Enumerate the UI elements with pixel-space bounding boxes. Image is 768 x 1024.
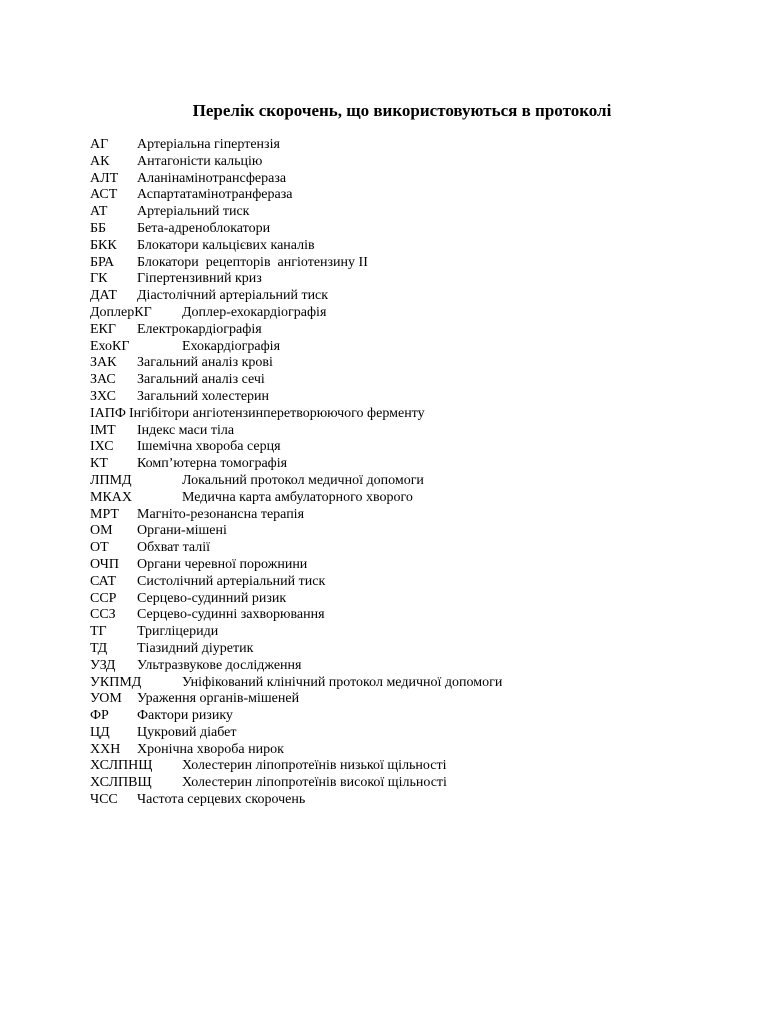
definition: Ураження органів-мішеней xyxy=(137,691,300,707)
list-item xyxy=(90,423,730,440)
abbreviation: ХХН xyxy=(90,741,121,757)
definition: Локальний протокол медичної допомоги xyxy=(182,472,424,488)
definition: Загальний аналіз крові xyxy=(137,355,273,371)
abbreviation: ЗХС xyxy=(90,388,116,404)
abbreviation: УКПМД xyxy=(90,674,142,690)
definition: Антагоністи кальцію xyxy=(137,153,263,169)
list-item xyxy=(90,389,730,406)
abbreviation: ССР xyxy=(90,590,117,606)
list-item xyxy=(90,204,730,221)
list-item xyxy=(90,339,730,356)
abbreviation: ГК xyxy=(90,271,108,287)
definition: Доплер-ехокардіографія xyxy=(182,304,327,320)
abbreviation: ССЗ xyxy=(90,607,116,623)
list-item xyxy=(90,322,730,339)
list-item xyxy=(90,271,730,288)
abbreviation: ІАПФ xyxy=(90,405,126,421)
abbreviation: ОМ xyxy=(90,523,113,539)
list-item xyxy=(90,221,730,238)
definition: Обхват талії xyxy=(137,540,210,556)
abbreviation: АТ xyxy=(90,204,108,220)
list-item xyxy=(90,691,730,708)
abbreviation: УОМ xyxy=(90,691,122,707)
list-item xyxy=(90,355,730,372)
definition: Холестерин ліпопротеїнів низької щільності xyxy=(182,758,447,774)
definition: Комп’ютерна томографія xyxy=(137,456,288,472)
abbreviation: ЗАС xyxy=(90,372,116,388)
list-item xyxy=(90,187,730,204)
definition: Блокатори кальцієвих каналів xyxy=(137,237,315,253)
list-item xyxy=(90,171,730,188)
list-item xyxy=(90,255,730,272)
abbreviation: ХСЛПВЩ xyxy=(90,775,152,791)
abbreviation: ББ xyxy=(90,220,107,236)
definition: Гіпертензивний криз xyxy=(137,271,262,287)
abbreviation: САТ xyxy=(90,573,117,589)
list-item xyxy=(90,591,730,608)
abbreviation: ХСЛПНЩ xyxy=(90,758,153,774)
list-item xyxy=(90,372,730,389)
abbreviation: МРТ xyxy=(90,506,119,522)
list-item xyxy=(90,439,730,456)
abbreviation-list xyxy=(90,137,730,809)
list-item xyxy=(90,742,730,759)
list-item xyxy=(90,288,730,305)
list-item xyxy=(90,154,730,171)
abbreviation: ЗАК xyxy=(90,355,117,371)
abbreviation: ЕКГ xyxy=(90,321,116,337)
definition: Діастолічний артеріальний тиск xyxy=(137,288,329,304)
list-item xyxy=(90,624,730,641)
list-item xyxy=(90,675,730,692)
list-item xyxy=(90,574,730,591)
definition: Органи черевної порожнини xyxy=(137,556,308,572)
definition: Хронічна хвороба нирок xyxy=(137,741,284,757)
definition: Цукровий діабет xyxy=(137,724,237,740)
list-item xyxy=(90,490,730,507)
abbreviation: ДоплерКГ xyxy=(90,304,152,320)
list-item xyxy=(90,540,730,557)
abbreviation: МКАХ xyxy=(90,489,133,505)
abbreviation: ЕхоКГ xyxy=(90,338,130,354)
definition: Тригліцериди xyxy=(137,624,219,640)
list-item xyxy=(90,641,730,658)
abbreviation: УЗД xyxy=(90,657,116,673)
abbreviation: БКК xyxy=(90,237,117,253)
list-item xyxy=(90,725,730,742)
abbreviation: ТГ xyxy=(90,624,107,640)
list-item xyxy=(90,238,730,255)
definition: Уніфікований клінічний протокол медичної допомоги xyxy=(182,674,503,690)
abbreviation: ЛПМД xyxy=(90,472,132,488)
definition: Інгібітори ангіотензинперетворюючого ферменту xyxy=(128,405,425,421)
list-item xyxy=(90,406,730,423)
definition: Артеріальний тиск xyxy=(137,204,250,220)
abbreviation: ОЧП xyxy=(90,556,119,572)
list-item xyxy=(90,758,730,775)
definition: Індекс маси тіла xyxy=(137,422,235,438)
list-item xyxy=(90,658,730,675)
abbreviation: ІХС xyxy=(90,439,114,455)
abbreviation: ДАТ xyxy=(90,288,117,304)
definition: Частота серцевих скорочень xyxy=(137,792,306,808)
abbreviation: ЧСС xyxy=(90,792,118,808)
abbreviation: АСТ xyxy=(90,187,118,203)
definition: Блокатори рецепторів ангіотензину ІІ xyxy=(137,254,368,270)
definition: Холестерин ліпопротеїнів високої щільності xyxy=(182,775,447,791)
definition: Серцево-судинні захворювання xyxy=(137,607,325,623)
list-item xyxy=(90,473,730,490)
abbreviation: АГ xyxy=(90,137,109,152)
definition: Електрокардіографія xyxy=(137,321,262,337)
abbreviation: ОТ xyxy=(90,540,109,556)
definition: Аспартатамінотранфераза xyxy=(137,187,293,203)
list-item xyxy=(90,708,730,725)
abbreviation: АЛТ xyxy=(90,170,119,186)
list-item xyxy=(90,456,730,473)
definition: Ехокардіографія xyxy=(182,338,281,354)
page-title: Перелік скорочень, що використовуються в протоколі xyxy=(192,101,612,120)
definition: Ультразвукове дослідження xyxy=(137,657,302,673)
abbreviation: ЦД xyxy=(90,724,110,740)
abbreviation: ФР xyxy=(90,708,109,724)
definition: Тіазидний діуретик xyxy=(137,640,254,656)
definition: Загальний холестерин xyxy=(137,388,270,404)
list-item xyxy=(90,507,730,524)
definition: Серцево-судинний ризик xyxy=(137,590,287,606)
abbreviation: КТ xyxy=(90,456,108,472)
abbreviation: ІМТ xyxy=(90,422,116,438)
definition: Органи-мішені xyxy=(137,523,227,539)
definition: Загальний аналіз сечі xyxy=(137,372,265,388)
list-item xyxy=(90,775,730,792)
definition: Артеріальна гіпертензія xyxy=(137,137,280,152)
list-item xyxy=(90,792,730,809)
definition: Фактори ризику xyxy=(137,708,233,724)
definition: Ішемічна хвороба серця xyxy=(137,439,281,455)
abbreviation: АК xyxy=(90,153,110,169)
abbreviation: ТД xyxy=(90,640,108,656)
definition: Магніто-резонансна терапія xyxy=(137,506,305,522)
definition: Медична карта амбулаторного хворого xyxy=(182,489,413,505)
list-item xyxy=(90,305,730,322)
list-item xyxy=(90,557,730,574)
abbreviation: БРА xyxy=(90,254,115,270)
list-item xyxy=(90,137,730,154)
definition: Бета-адреноблокатори xyxy=(137,220,271,236)
list-item xyxy=(90,607,730,624)
definition: Систолічний артеріальний тиск xyxy=(137,573,326,589)
list-item xyxy=(90,523,730,540)
definition: Аланінамінотрансфераза xyxy=(137,170,287,186)
